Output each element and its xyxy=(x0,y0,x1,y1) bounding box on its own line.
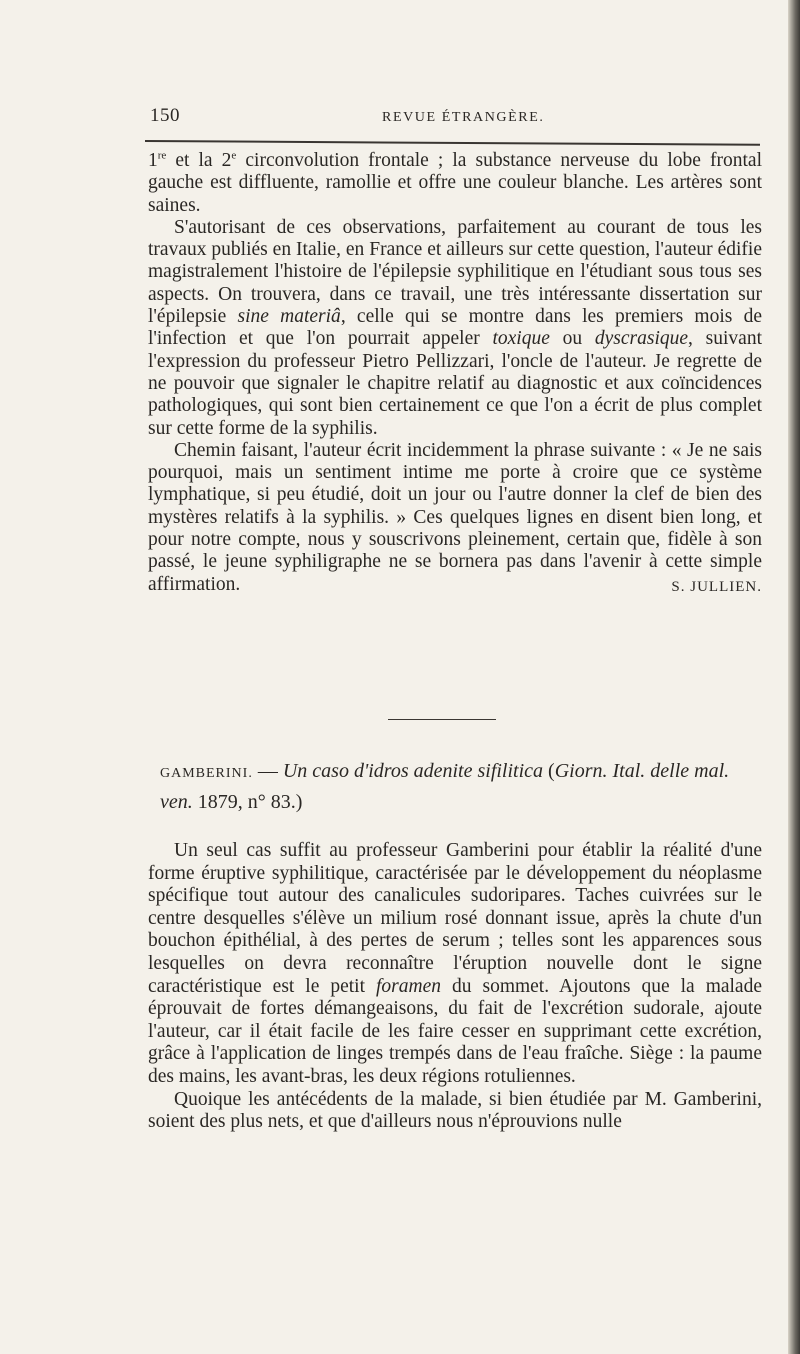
superscript-e: e xyxy=(231,149,237,162)
section-2-text xyxy=(148,840,762,1134)
paragraph-1 xyxy=(148,150,762,217)
review-heading xyxy=(160,757,762,817)
paragraph-2-text-d: , suivant l'expression du professeur Pietro Pellizzari, l'oncle de l'auteur. Je regrette de ne pouvoir que signaler le chapitre relatif au diagnostic et aux coïncidences pathologiques, qui sont bien certainement ce que l'on a écrit de plus complet sur cette forme de la syphilis. xyxy=(148,328,762,439)
paragraph-4 xyxy=(148,840,762,1089)
paragraph-1-text-b: et la 2 xyxy=(166,150,232,171)
paragraph-2-text-b: , celle qui se montre dans les premiers mois de l'infection et que l'on pourrait appeler xyxy=(148,306,762,350)
page-header xyxy=(150,105,760,131)
review-author: GAMBERINI. xyxy=(160,766,253,781)
superscript-re: re xyxy=(157,149,167,162)
review-paren: ( xyxy=(543,760,555,782)
header-rule xyxy=(145,140,760,146)
page-edge-shadow xyxy=(788,0,800,1354)
paragraph-2-text-c: ou xyxy=(549,328,595,350)
paragraph-5-text: Quoique les antécédents de la malade, si bien étudiée par M. Gamberini, soient des plus nets, et que d'ailleurs nous n'éprouvions nulle xyxy=(148,1088,762,1133)
review-dash: — xyxy=(252,760,283,782)
paragraph-5 xyxy=(148,1089,762,1134)
italic-sine-materia: sine materiâ xyxy=(237,306,341,328)
paragraph-3-text: Chemin faisant, l'auteur écrit incidemment la phrase suivante : « Je ne sais pourquoi, mais un sentiment intime me porte à croire que ce système lymphatique, si peu étudié, doit un jour ou l'autre donner la clef de bien des mystères relatifs à la syphilis. » Ces quelques lignes en disent bien long, et pour notre compte, nous y souscrivons pleinement, certain que, fidèle à son passé, le jeune syphiligraphe ne se bornera pas dans l'avenir à cette simple affirmation. xyxy=(148,439,762,595)
paragraph-3 xyxy=(148,440,762,596)
signature: S. JULLIEN. xyxy=(671,578,762,595)
italic-toxique: toxique xyxy=(492,328,550,350)
paragraph-2 xyxy=(148,217,762,440)
paragraph-4-text-a: Un seul cas suffit au professeur Gamberini pour établir la réalité d'une forme éruptive syphilitique, caractérisée par le développement du néoplasme spécifique tout autour des canalicules sudoripares. Taches cuivrées sur le centre desquelles s'élève un milium rosé donnant issue, après la chute d'un bouchon épithélial, à des pertes de serum ; telles sont les apparences sous lesquelles on devra reconnaître l'éruption nouvelle dont le signe caractéristique est le petit xyxy=(148,840,762,997)
review-citation: 1879, n° 83.) xyxy=(192,791,303,813)
paragraph-1-text-a: 1 xyxy=(148,150,158,171)
italic-dyscrasique: dyscrasique xyxy=(594,328,689,350)
paragraph-1-text-c: circonvolution frontale ; la substance nerveuse du lobe frontal gauche est diffluente, ramollie et offre une couleur blanche. Les artères sont saines. xyxy=(148,150,762,216)
review-journal: Giorn. Ital. delle mal. ven. xyxy=(160,760,730,813)
page-number: 150 xyxy=(150,105,180,126)
section-1-text xyxy=(148,150,762,598)
section-separator xyxy=(388,719,496,720)
review-title: Un caso d'idros adenite sifilitica xyxy=(282,760,544,782)
running-head: REVUE ÉTRANGÈRE. xyxy=(382,110,545,125)
paragraph-2-text-a: S'autorisant de ces observations, parfaitement au courant de tous les travaux publiés en Italie, en France et ailleurs sur cette question, l'auteur édifie magistralement l'histoire de l'épilepsie syphilitique en l'étudiant sous tous ses aspects. On trouvera, dans ce travail, une très intéressante dissertation sur l'épilepsie xyxy=(148,216,762,328)
italic-foramen: foramen xyxy=(376,975,442,997)
paragraph-4-text-b: du sommet. Ajoutons que la malade éprouvait de fortes démangeaisons, du fait de l'excrétion sudorale, ajoute l'auteur, car il était facile de les faire cesser en supprimant cette excrétion, grâce à l'application de linges trempés dans de l'eau fraîche. Siège : la paume des mains, les avant-bras, les deux régions rotuliennes. xyxy=(148,975,762,1087)
